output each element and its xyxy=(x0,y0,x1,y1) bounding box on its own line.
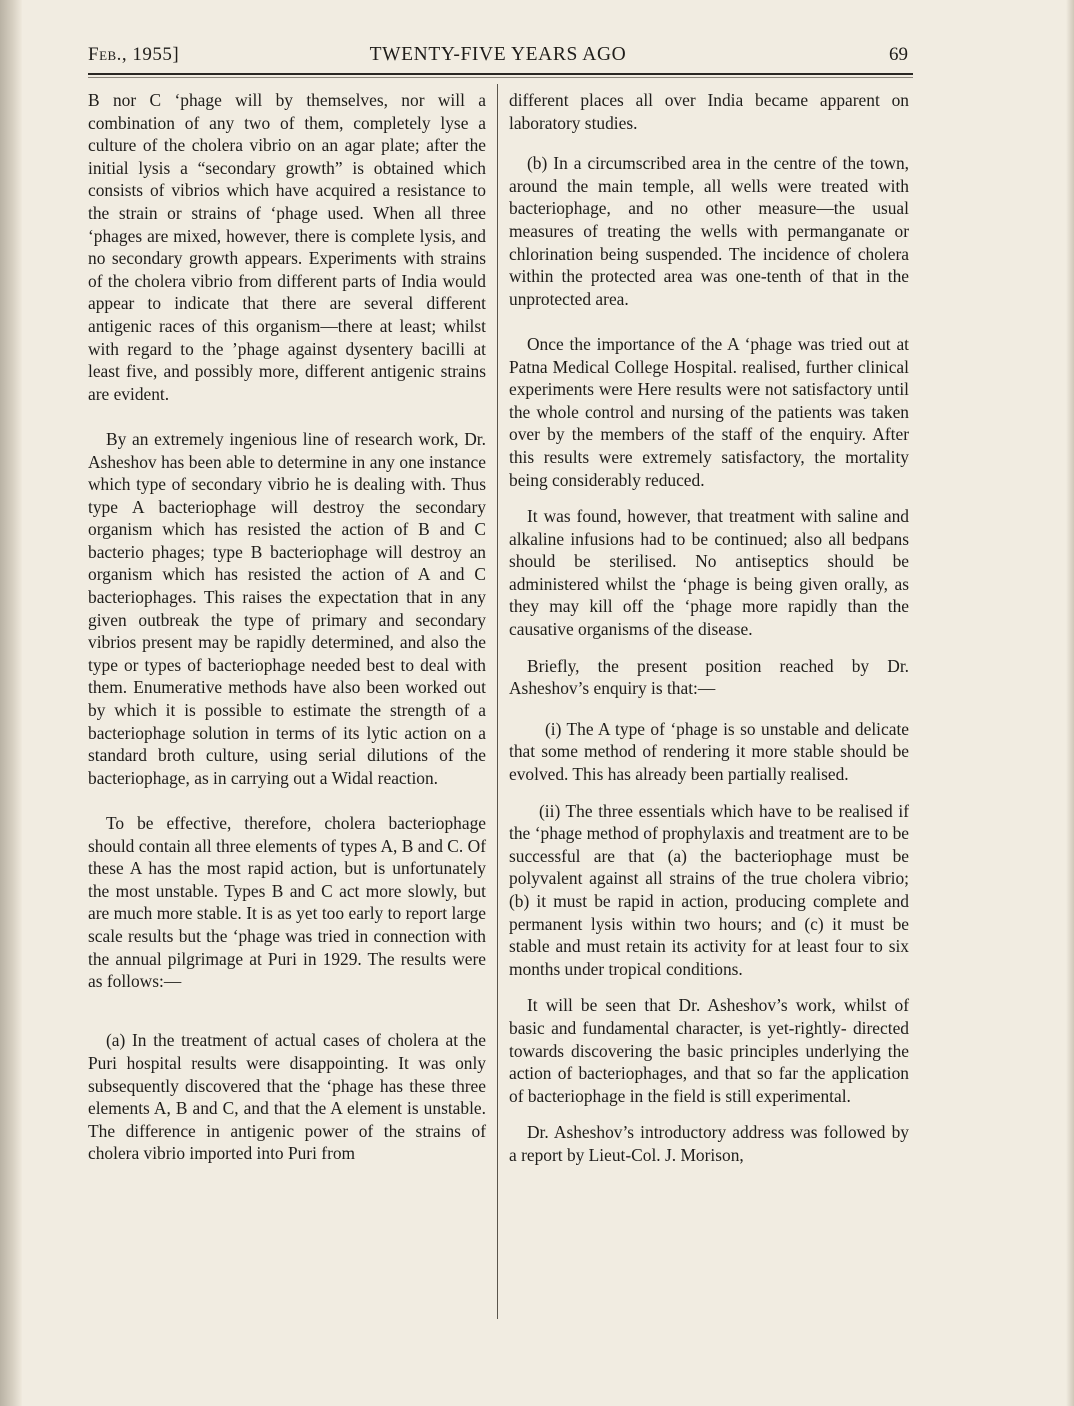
header-date: Feb., 1955] xyxy=(88,44,180,65)
running-header xyxy=(88,42,908,70)
list-item: (i) The A type of ‘phage is so unstable and delicate that some method of rendering it more stable should be evolved. This has already been partially realised. xyxy=(509,718,909,785)
paragraph: It was found, however, that treatment with saline and alkaline infusions had to be continued; also all bedpans should be sterilised. No antiseptics should be administered whilst the ‘phage is being given orally, as they may kill off the ‘phage more rapidly than the causative organisms of the disease. xyxy=(509,506,909,640)
right-column xyxy=(509,89,909,1167)
paragraph: Once the importance of the A ‘phage was tried out at Patna Medical College Hospital. realised, further clinical experiments were Here results were not satisfactory until the whole control and nursing of the patients was taken over by the members of the staff of the enquiry. After this results were extremely satisfactory, the mortality being considerably reduced. xyxy=(509,333,909,490)
paragraph: To be effective, therefore, cholera bacteriophage should contain all three elements of types A, B and C. Of these A has the most rapid action, but is unfortunately the most unstable. Types B and C act more slowly, but are much more stable. It is as yet too early to report large scale results but the ‘phage was tried in connection with the annual pilgrimage at Puri in 1929. The results were as follows:— xyxy=(88,813,486,992)
list-item: (ii) The three essentials which have to be realised if the ‘phage method of prophylaxis and treatment are to be successful are that (a) the bacteriophage must be polyvalent against all strains of the true cholera vibrio; (b) it must be rapid in action, producing complete and permanent lysis within two hours; and (c) it must be stable and must retain its activity for at least four to six months under tropical conditions. xyxy=(509,800,909,979)
left-column xyxy=(88,89,486,1165)
paragraph: By an extremely ingenious line of research work, Dr. Asheshov has been able to determine in any one instance which type of secondary vibrio he is dealing with. Thus type A bacteriophage will destroy the secondary organism which has resisted the action of B and C bacterio phages; type B bacteriophage will destroy an organism which has resisted the action of A and C bacteriophages. This raises the expectation that in any given outbreak the type of primary and secondary vibrios present may be rapidly determined, and also the type or types of bacteriophage needed best to deal with them. Enumerative methods have also been worked out by which it is possible to estimate the strength of a bacteriophage solution in terms of its lytic action on a standard broth culture, using serial dilutions of the bacteriophage, as in carrying out a Widal reaction. xyxy=(88,428,486,788)
header-title: TWENTY-FIVE YEARS AGO xyxy=(369,44,627,65)
header-rule xyxy=(88,73,913,75)
paragraph: It will be seen that Dr. Asheshov’s work, whilst of basic and fundamental character, is yet-rightly- directed towards discovering the basic principles underlying the action of bacteriophages, and that so far the application of bacteriophage in the field is still experimental. xyxy=(509,995,909,1106)
page-right-edge xyxy=(1066,0,1074,1406)
header-rule-thin xyxy=(88,77,913,78)
page-number: 69 xyxy=(889,44,908,65)
page-binding-edge xyxy=(0,0,22,1406)
paragraph: (a) In the treatment of actual cases of cholera at the Puri hospital results were disappointing. It was only subsequently discovered that the ‘phage has these three elements A, B and C, and that the A element is unstable. The difference in antigenic power of the strains of cholera vibrio imported into Puri from xyxy=(88,1030,486,1164)
paragraph: (b) In a circumscribed area in the centre of the town, around the main temple, all wells were treated with bacteriophage, and no other measure—the usual measures of treating the wells with permanganate or chlorination being suspended. The incidence of cholera within the protected area was one-tenth of that in the unprotected area. xyxy=(509,153,909,309)
paragraph: Dr. Asheshov’s introductory address was followed by a report by Lieut-Col. J. Morison, xyxy=(509,1122,909,1165)
column-divider xyxy=(497,84,498,1319)
paragraph: B nor C ‘phage will by themselves, nor will a combination of any two of them, completely lyse a culture of the cholera vibrio on an agar plate; after the initial lysis a “secondary growth” is obtained which consists of vibrios which have acquired a resistance to the strain or strains of ‘phage used. When all three ‘phages are mixed, however, there is complete lysis, and no secondary growth appears. Experiments with strains of the cholera vibrio from different parts of India would appear to indicate that there are several different antigenic races of this organism—there at least; whilst with regard to the ’phage against dysentery bacilli at least five, and possibly more, different antigenic strains are evident. xyxy=(88,90,486,404)
paragraph: different places all over India became apparent on laboratory studies. xyxy=(509,90,909,133)
paragraph: Briefly, the present position reached by Dr. Asheshov’s enquiry is that:— xyxy=(509,655,909,699)
